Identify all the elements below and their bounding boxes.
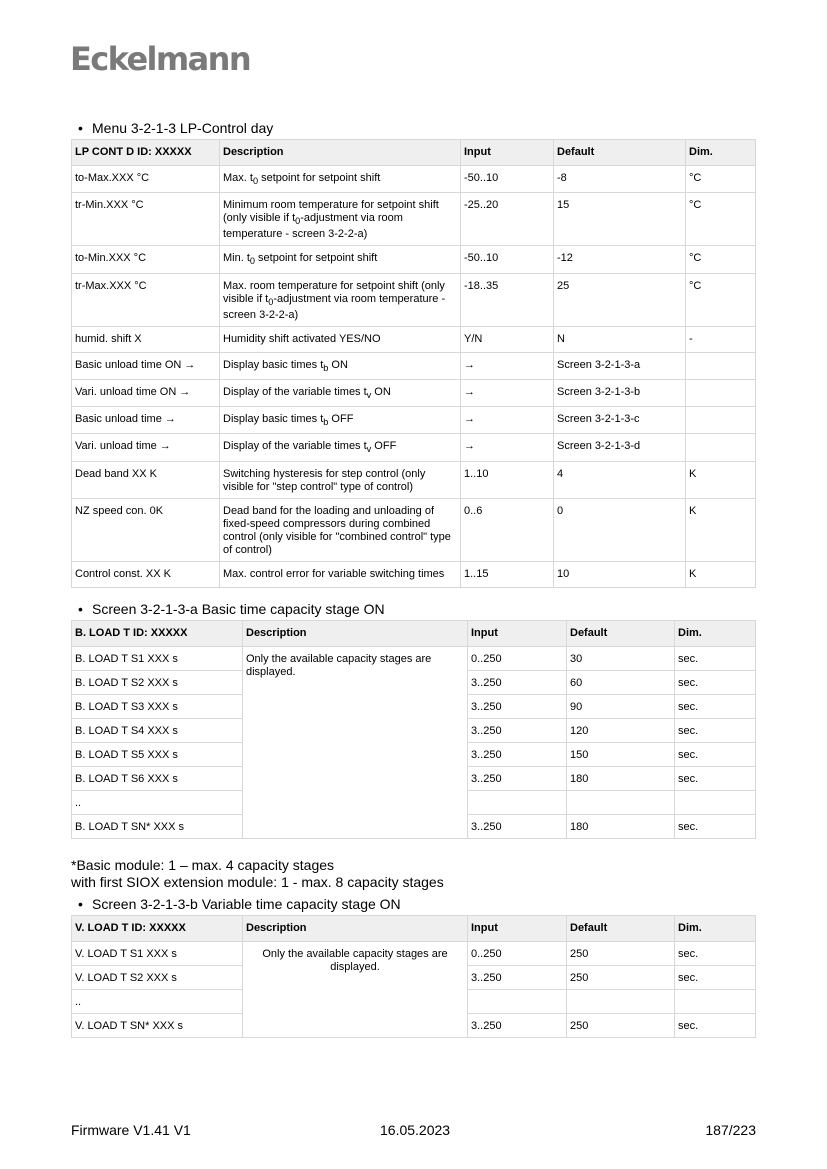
- dimension: [675, 791, 756, 815]
- section3-title: Screen 3-2-1-3-b Variable time capacity stage ON: [92, 896, 401, 912]
- parameter-name: B. LOAD T S3 XXX s: [72, 695, 243, 719]
- parameter-name: humid. shift X: [72, 326, 220, 352]
- description-cell: Minimum room temperature for setpoint shift (only visible if $t_0$-adjustment via room temperature - screen 3-2-2-a): [220, 193, 461, 246]
- dimension: -: [686, 326, 756, 352]
- dimension: [686, 434, 756, 461]
- description-cell: Max. $t_0$ setpoint for setpoint shift: [220, 166, 461, 193]
- header-description: Description: [243, 916, 468, 942]
- capacity-note: [71, 857, 444, 891]
- table-row: [72, 498, 756, 561]
- dimension: sec.: [675, 647, 756, 671]
- dimension: sec.: [675, 695, 756, 719]
- input-range: [468, 791, 567, 815]
- default-value: N: [554, 326, 686, 352]
- parameter-name: B. LOAD T S1 XXX s: [72, 647, 243, 671]
- input-range: →: [461, 434, 554, 461]
- default-value: 180: [567, 815, 675, 839]
- input-range: 3..250: [468, 671, 567, 695]
- section1-title: Menu 3-2-1-3 LP-Control day: [92, 120, 274, 136]
- dimension: sec.: [675, 671, 756, 695]
- header-description: Description: [243, 621, 468, 647]
- table-row: [72, 647, 756, 671]
- table-row: [72, 352, 756, 379]
- table-row: [72, 942, 756, 966]
- note-line-1: *Basic module: 1 – max. 4 capacity stages: [71, 857, 335, 873]
- dimension: sec.: [675, 966, 756, 990]
- input-range: 3..250: [468, 1014, 567, 1038]
- dimension: [686, 379, 756, 406]
- header-input: Input: [468, 916, 567, 942]
- parameter-name: tr-Min.XXX °C: [72, 193, 220, 246]
- default-value: [567, 791, 675, 815]
- input-range: -25..20: [461, 193, 554, 246]
- default-value: 250: [567, 1014, 675, 1038]
- section-heading-menu: • Menu 3-2-1-3 LP-Control day: [78, 120, 274, 136]
- parameter-name: Dead band XX K: [72, 461, 220, 498]
- header-dim: Dim.: [686, 140, 756, 166]
- default-value: [567, 990, 675, 1014]
- input-range: 1..10: [461, 461, 554, 498]
- input-range: →: [461, 407, 554, 434]
- input-range: 3..250: [468, 966, 567, 990]
- section2-title: Screen 3-2-1-3-a Basic time capacity stage ON: [92, 601, 385, 617]
- description-cell: Display of the variable times $t_v$ OFF: [220, 434, 461, 461]
- table-row: [72, 273, 756, 326]
- dimension: °C: [686, 193, 756, 246]
- description-cell: Max. room temperature for setpoint shift (only visible if $t_0$-adjustment via room temperature - screen 3-2-2-a): [220, 273, 461, 326]
- input-range: 0..250: [468, 647, 567, 671]
- input-range: -50..10: [461, 166, 554, 193]
- default-value: Screen 3-2-1-3-a: [554, 352, 686, 379]
- parameter-name: B. LOAD T S5 XXX s: [72, 743, 243, 767]
- parameter-name: B. LOAD T S4 XXX s: [72, 719, 243, 743]
- dimension: K: [686, 461, 756, 498]
- section-heading-basic: • Screen 3-2-1-3-a Basic time capacity stage ON: [78, 601, 385, 617]
- input-range: 3..250: [468, 695, 567, 719]
- default-value: 250: [567, 942, 675, 966]
- header-description: Description: [220, 140, 461, 166]
- description-cell: Min. $t_0$ setpoint for setpoint shift: [220, 246, 461, 273]
- default-value: Screen 3-2-1-3-d: [554, 434, 686, 461]
- dimension: K: [686, 498, 756, 561]
- description-cell: Only the available capacity stages are displayed.: [243, 942, 468, 1038]
- parameter-name: V. LOAD T S1 XXX s: [72, 942, 243, 966]
- table-row: [72, 407, 756, 434]
- input-range: 3..250: [468, 719, 567, 743]
- header-input: Input: [468, 621, 567, 647]
- parameter-name: V. LOAD T SN* XXX s: [72, 1014, 243, 1038]
- description-cell: Dead band for the loading and unloading of fixed-speed compressors during combined control (only visible for "combined control" type of control): [220, 498, 461, 561]
- dimension: sec.: [675, 1014, 756, 1038]
- footer-firmware: Firmware V1.41 V1: [71, 1122, 191, 1138]
- company-logo: Eckelmann: [70, 40, 251, 78]
- default-value: 60: [567, 671, 675, 695]
- dimension: °C: [686, 246, 756, 273]
- input-range: →: [461, 352, 554, 379]
- input-range: →: [461, 379, 554, 406]
- header-id: B. LOAD T ID: XXXXX: [72, 621, 243, 647]
- description-cell: Display of the variable times $t_v$ ON: [220, 379, 461, 406]
- dimension: [675, 990, 756, 1014]
- default-value: -12: [554, 246, 686, 273]
- table-row: [72, 166, 756, 193]
- default-value: Screen 3-2-1-3-b: [554, 379, 686, 406]
- input-range: 3..250: [468, 767, 567, 791]
- dimension: [686, 352, 756, 379]
- parameter-name: Basic unload time ON →: [72, 352, 220, 379]
- header-default: Default: [554, 140, 686, 166]
- header-dim: Dim.: [675, 621, 756, 647]
- input-range: [468, 990, 567, 1014]
- table-header-row: [72, 621, 756, 647]
- description-cell: Display basic times $t_b$ ON: [220, 352, 461, 379]
- parameter-name: ..: [72, 791, 243, 815]
- parameter-name: Control const. XX K: [72, 561, 220, 587]
- default-value: 15: [554, 193, 686, 246]
- input-range: 3..250: [468, 815, 567, 839]
- table-row: [72, 461, 756, 498]
- default-value: Screen 3-2-1-3-c: [554, 407, 686, 434]
- default-value: 10: [554, 561, 686, 587]
- table-header-row: [72, 916, 756, 942]
- default-value: -8: [554, 166, 686, 193]
- parameter-name: tr-Max.XXX °C: [72, 273, 220, 326]
- table-row: [72, 434, 756, 461]
- header-default: Default: [567, 621, 675, 647]
- default-value: 25: [554, 273, 686, 326]
- default-value: 90: [567, 695, 675, 719]
- parameter-name: Vari. unload time →: [72, 434, 220, 461]
- input-range: 0..6: [461, 498, 554, 561]
- header-default: Default: [567, 916, 675, 942]
- dimension: °C: [686, 166, 756, 193]
- table-header-row: [72, 140, 756, 166]
- dimension: sec.: [675, 743, 756, 767]
- input-range: 1..15: [461, 561, 554, 587]
- dimension: sec.: [675, 719, 756, 743]
- description-cell: Max. control error for variable switching times: [220, 561, 461, 587]
- table-row: [72, 193, 756, 246]
- parameter-name: B. LOAD T S2 XXX s: [72, 671, 243, 695]
- parameter-name: Vari. unload time ON →: [72, 379, 220, 406]
- parameter-name: B. LOAD T S6 XXX s: [72, 767, 243, 791]
- parameter-name: V. LOAD T S2 XXX s: [72, 966, 243, 990]
- dimension: [686, 407, 756, 434]
- variable-time-table: [71, 915, 756, 1038]
- parameter-name: NZ speed con. 0K: [72, 498, 220, 561]
- table-row: [72, 326, 756, 352]
- parameter-name: ..: [72, 990, 243, 1014]
- dimension: sec.: [675, 815, 756, 839]
- default-value: 150: [567, 743, 675, 767]
- description-cell: Humidity shift activated YES/NO: [220, 326, 461, 352]
- parameter-name: to-Min.XXX °C: [72, 246, 220, 273]
- table-row: [72, 561, 756, 587]
- basic-time-table: [71, 620, 756, 839]
- description-cell: Switching hysteresis for step control (only visible for "step control" type of control): [220, 461, 461, 498]
- header-input: Input: [461, 140, 554, 166]
- input-range: 0..250: [468, 942, 567, 966]
- footer-date: 16.05.2023: [380, 1122, 451, 1138]
- dimension: sec.: [675, 767, 756, 791]
- table-row: [72, 246, 756, 273]
- header-id: LP CONT D ID: XXXXX: [72, 140, 220, 166]
- description-cell: Only the available capacity stages are displayed.: [243, 647, 468, 839]
- default-value: 0: [554, 498, 686, 561]
- dimension: K: [686, 561, 756, 587]
- input-range: -50..10: [461, 246, 554, 273]
- default-value: 120: [567, 719, 675, 743]
- description-cell: Display basic times $t_b$ OFF: [220, 407, 461, 434]
- dimension: °C: [686, 273, 756, 326]
- input-range: 3..250: [468, 743, 567, 767]
- default-value: 250: [567, 966, 675, 990]
- dimension: sec.: [675, 942, 756, 966]
- parameter-name: Basic unload time →: [72, 407, 220, 434]
- parameter-name: to-Max.XXX °C: [72, 166, 220, 193]
- default-value: 4: [554, 461, 686, 498]
- section-heading-variable: • Screen 3-2-1-3-b Variable time capacity stage ON: [78, 896, 401, 912]
- header-id: V. LOAD T ID: XXXXX: [72, 916, 243, 942]
- parameter-name: B. LOAD T SN* XXX s: [72, 815, 243, 839]
- default-value: 180: [567, 767, 675, 791]
- header-dim: Dim.: [675, 916, 756, 942]
- note-line-2: with first SIOX extension module: 1 - max. 8 capacity stages: [71, 874, 444, 890]
- input-range: -18..35: [461, 273, 554, 326]
- default-value: 30: [567, 647, 675, 671]
- input-range: Y/N: [461, 326, 554, 352]
- lp-control-table: [71, 139, 756, 588]
- table-row: [72, 379, 756, 406]
- footer-page-number: 187/223: [705, 1122, 756, 1138]
